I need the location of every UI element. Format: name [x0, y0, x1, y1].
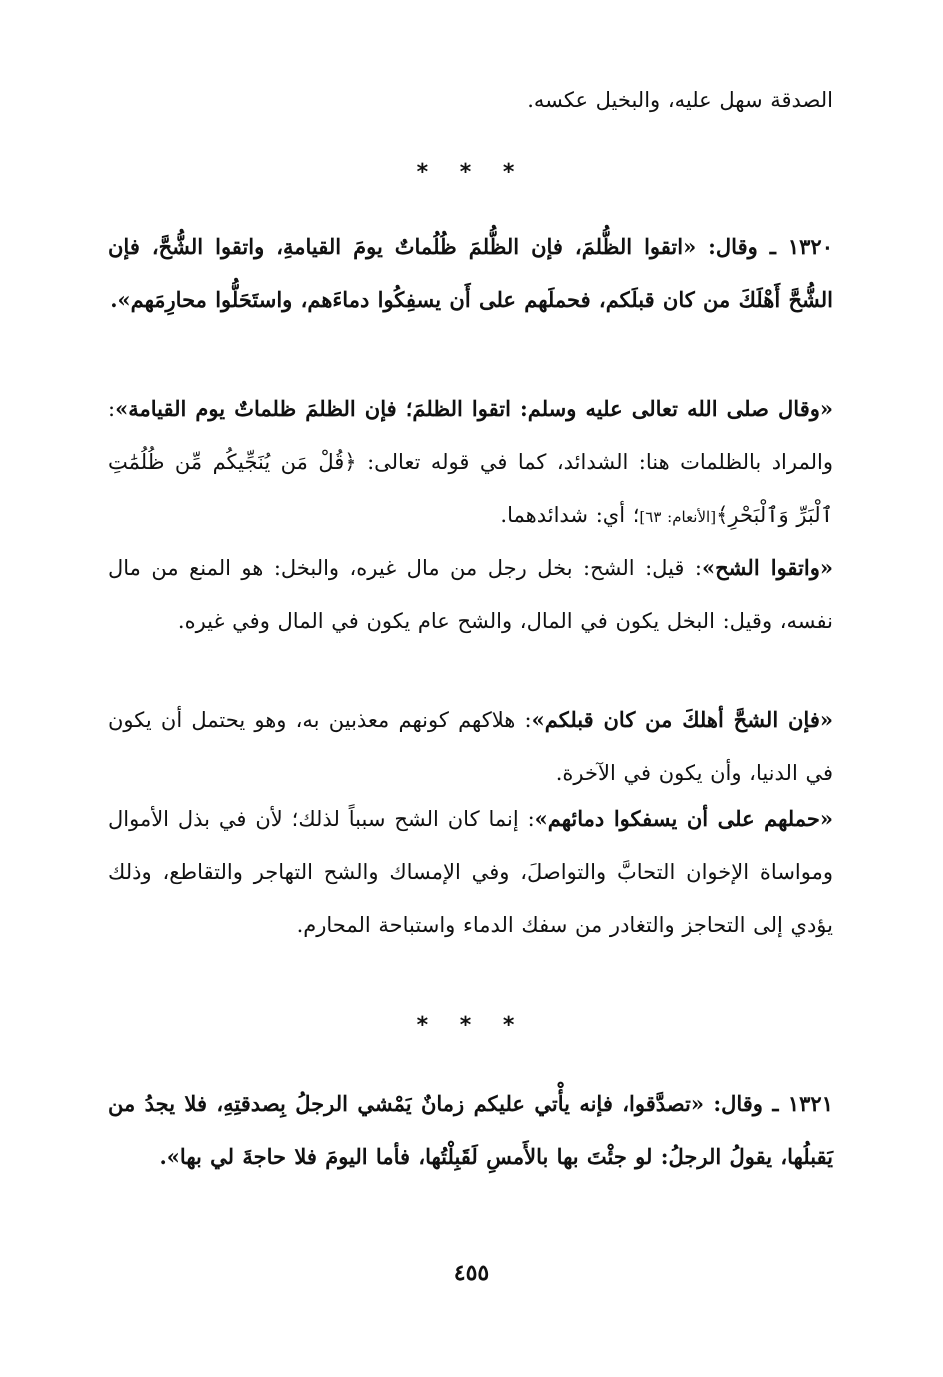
intro-text: الصدقة سهل عليه، والبخيل عكسه.: [527, 88, 833, 112]
commentary-1-lead: «وقال صلى الله تعالى عليه وسلم: اتقوا الظلمَ؛ فإن الظلمَ ظلماتٌ يوم القيامة»: [115, 396, 833, 421]
quran-reference: [الأنعام: ٦٣]: [639, 508, 717, 526]
section-separator: * * *: [416, 160, 527, 185]
hadith-1320: [108, 220, 833, 326]
hadith-1320-text: ١٣٢٠ ـ وقال: «اتقوا الظُّلمَ، فإن الظُّلمَ ظُلُماتٌ يومَ القيامةِ، واتقوا الشُّحَّ، فإن الشُّحَّ أَهْلَكَ من كان قبلَكم، فحملَهم على أَن يسفِكُوا دماءَهم، واستَحَلُّوا محارِمَهم».: [108, 234, 833, 312]
commentary-4-lead: «حملهم على أن يسفكوا دمائهم»: [534, 806, 833, 831]
section-separator: * * *: [416, 1013, 527, 1038]
hadith-1321: [108, 1077, 833, 1183]
intro-line: [108, 74, 833, 127]
commentary-4-text: : إنما كان الشح سبباً لذلك؛ لأن في بذل الأموال ومواساة الإخوان التحابَّ والتواصلَ، وفي الإمساك والشح التهاجر والتقاطع، وذلك يؤدي إلى التحاجز والتغادر من سفك الدماء واستباحة المحارم.: [108, 807, 833, 937]
commentary-3-text: : هلاكهم كونهم معذبين به، وهو يحتمل أن يكون في الدنيا، وأن يكون في الآخرة.: [108, 708, 833, 785]
commentary-2-text: : قيل: الشح: بخل رجل من مال غيره، والبخل: هو المنع من مال نفسه، وقيل: البخل يكون في المال، والشح عام يكون في المال وفي غيره.: [108, 556, 833, 633]
page-number: ٤٥٥: [453, 1260, 490, 1286]
commentary-2-lead: «واتقوا الشح»: [702, 555, 834, 580]
commentary-paragraph-4: [108, 792, 833, 952]
commentary-1-text-end: ؛ أي: شدائدهما.: [500, 503, 640, 527]
commentary-paragraph-2: [108, 541, 833, 648]
quran-verse: ﴿قُلْ مَن يُنَجِّيكُم مِّن ظُلُمَٰتِ ٱلْبَرِّ وَٱلْبَحْرِ﴾: [108, 450, 833, 527]
commentary-1-text: : والمراد بالظلمات هنا: الشدائد، كما في قوله تعالى:: [108, 397, 833, 474]
hadith-1321-text: ١٣٢١ ـ وقال: «تصدَّقوا، فإنه يأْتي عليكم زمانٌ يَمْشي الرجلُ بِصدقتِهِ، فلا يجدُ من يَقبلُها، يقولُ الرجلُ: لو جئْتَ بها بالأَمسِ لَقَبِلْتُها، فأما اليومَ فلا حاجةَ لي بها».: [108, 1091, 833, 1169]
commentary-3-lead: «فإن الشحَّ أهلكَ من كان قبلكم»: [531, 707, 833, 732]
commentary-paragraph-3: [108, 693, 833, 800]
commentary-paragraph-1: [108, 382, 833, 544]
